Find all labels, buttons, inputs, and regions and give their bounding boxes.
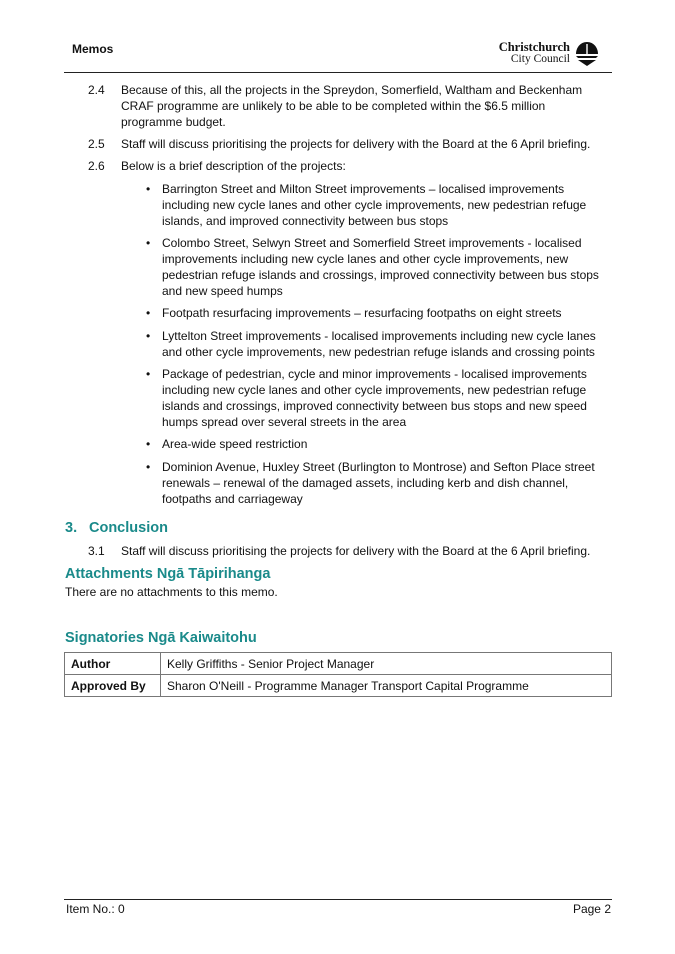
footer-item-number: Item No.: 0: [66, 902, 125, 916]
bullet-text: Lyttelton Street improvements - localised improvements including new cycle lanes and other cycle improvements, new pedestrian refuge islands and crossing points: [162, 329, 596, 359]
bullet-text: Footpath resurfacing improvements – resurfacing footpaths on eight streets: [162, 306, 562, 320]
attachments-text: There are no attachments to this memo.: [65, 585, 278, 599]
bullet-text: Dominion Avenue, Huxley Street (Burlington to Montrose) and Sefton Place street renewals – renewal of the damaged assets, including kerb and dish channel, footpaths and carriageway: [162, 460, 595, 506]
paragraph-text: Below is a brief description of the projects:: [121, 159, 346, 173]
bullet-marker: •: [146, 367, 151, 381]
attachments-heading: Attachments Ngā Tāpirihanga: [65, 566, 271, 582]
bullet-marker: •: [146, 306, 151, 320]
paragraph-number: 2.6: [88, 159, 105, 173]
memo-header-title: Memos: [72, 42, 114, 56]
bullet-marker: •: [146, 460, 151, 474]
header-divider: [64, 72, 612, 73]
paragraph-number: 2.4: [88, 83, 105, 97]
table-row: [65, 675, 612, 697]
paragraph-number: 2.5: [88, 137, 105, 151]
footer-divider: [64, 899, 612, 900]
bullet-text: Package of pedestrian, cycle and minor improvements - localised improvements including new cycle lanes and other cycle improvements, new pedestrian refuge islands and crossings, improved connectivity between bus stops and new speed humps spread over several streets in the area: [162, 367, 587, 429]
bullet-marker: •: [146, 236, 151, 250]
paragraph-text: Because of this, all the projects in the Spreydon, Somerfield, Waltham and Beckenham CRAF programme are unlikely to be able to be completed within the $6.5 million programme budget.: [121, 83, 583, 129]
signatory-role: Author: [65, 653, 161, 675]
table-row: [65, 653, 612, 675]
bullet-marker: •: [146, 437, 151, 451]
bullet-text: Area-wide speed restriction: [162, 437, 308, 451]
logo-line-1: Christchurch: [498, 40, 570, 54]
bullet-marker: •: [146, 329, 151, 343]
section-title: Conclusion: [89, 520, 168, 536]
signatory-name: Sharon O'Neill - Programme Manager Transport Capital Programme: [161, 675, 612, 697]
logo-line-2: City Council: [510, 53, 570, 65]
bullet-text: Colombo Street, Selwyn Street and Somerfield Street improvements - localised improvements including new cycle lanes and other cycle improvements, new pedestrian refuge islands and crossings, improved connectivity between bus stops and new speed humps: [162, 236, 599, 298]
signatory-role: Approved By: [65, 675, 161, 697]
section-number: 3.: [65, 520, 78, 536]
signatories-heading: Signatories Ngā Kaiwaitohu: [65, 630, 257, 646]
bullet-marker: •: [146, 182, 151, 196]
footer-page-number: Page 2: [572, 902, 611, 916]
conclusion-heading: [65, 520, 168, 536]
paragraph-text: Staff will discuss prioritising the projects for delivery with the Board at the 6 April briefing.: [121, 137, 591, 151]
signatories-table: [64, 652, 612, 697]
council-emblem-icon: [574, 41, 600, 67]
bullet-text: Barrington Street and Milton Street improvements – localised improvements including new cycle lanes and other cycle improvements, new pedestrian refuge islands, and improved connectivity between bus stops: [162, 182, 587, 228]
paragraph-text: Staff will discuss prioritising the projects for delivery with the Board at the 6 April briefing.: [121, 544, 591, 558]
logo-text: [499, 41, 570, 65]
council-logo: [498, 41, 600, 69]
paragraph-number: 3.1: [88, 544, 105, 558]
signatory-name: Kelly Griffiths - Senior Project Manager: [161, 653, 612, 675]
